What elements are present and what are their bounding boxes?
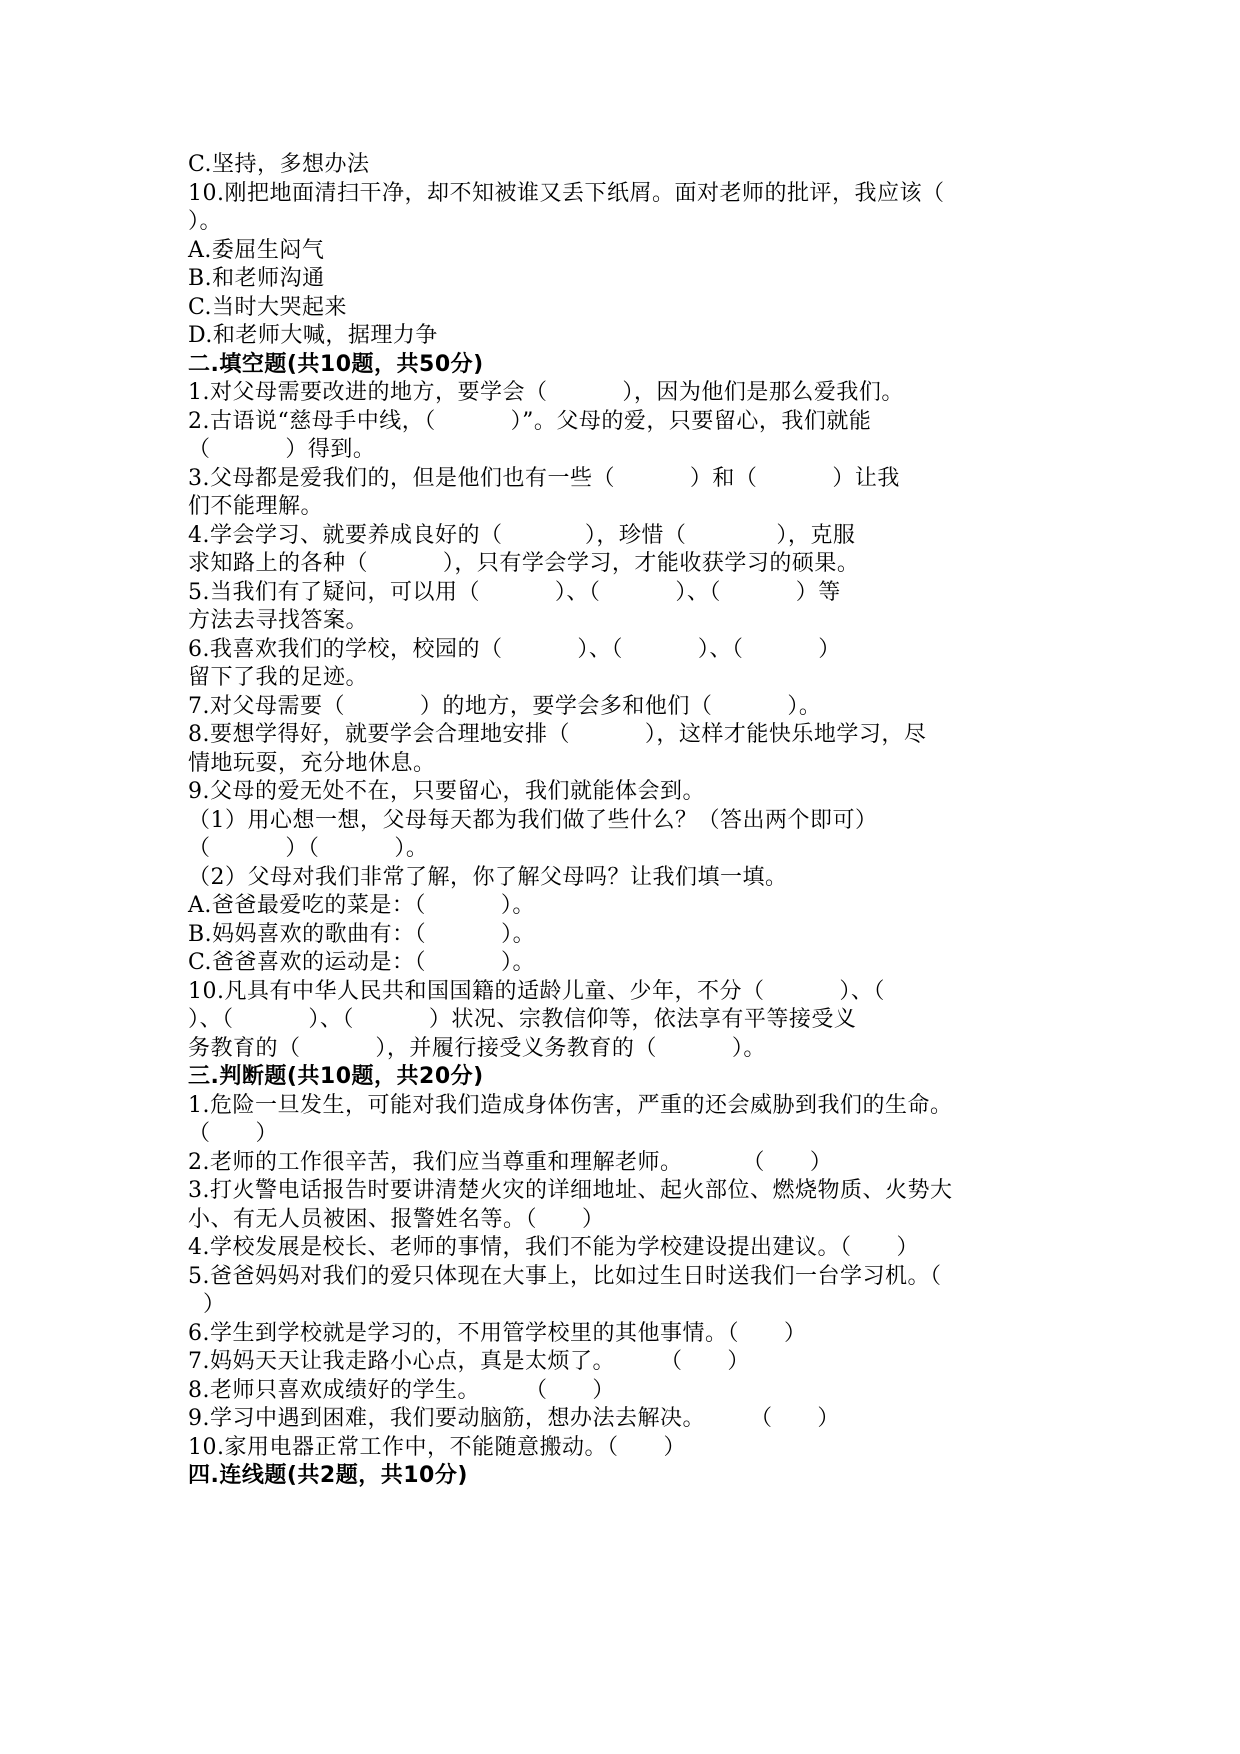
text-line: 3.父母都是爱我们的，但是他们也有一些（ ）和（ ）让我 [188,465,900,491]
text-line: 3.打火警电话报告时要讲清楚火灾的详细地址、起火部位、燃烧物质、火势大 [188,1178,953,1203]
text-line: 9.学习中遇到困难，我们要动脑筋，想办法去解决。 （ ） [188,1406,840,1431]
text-line: C.爸爸喜欢的运动是：（ ）。 [188,950,535,975]
text-line: B.妈妈喜欢的歌曲有：（ ）。 [188,921,536,947]
text-line: （ ）（ ）。 [188,836,429,861]
text-line: 1.对父母需要改进的地方，要学会（ ），因为他们是那么爱我们。 [188,380,904,405]
text-line: （ ） [188,1121,278,1146]
text-line: 小、有无人员被困、报警姓名等。（ ） [188,1206,605,1232]
text-line: （ ）得到。 [188,437,376,462]
text-line: 7.妈妈天天让我走路小心点，真是太烦了。 （ ） [188,1349,750,1374]
text-line: 方法去寻找答案。 [188,608,369,633]
text-line: 8.要想学得好，就要学会合理地安排（ ），这样才能快乐地学习，尽 [188,722,927,747]
text-line: 留下了我的足迹。 [188,665,369,690]
text-line: 务教育的（ ），并履行接受义务教育的（ ）。 [188,1035,766,1061]
text-line: ）、（ ）、（ ）状况、宗教信仰等，依法享有平等接受义 [188,1007,857,1032]
text-line: 2.老师的工作很辛苦，我们应当尊重和理解老师。 （ ） [188,1149,833,1175]
text-line: B.和老师沟通 [188,266,325,291]
text-line: （1）用心想一想，父母每天都为我们做了些什么？（答出两个即可） [188,807,878,833]
text-line: 4.学校发展是校长、老师的事情，我们不能为学校建设提出建议。（ ） [188,1235,919,1260]
text-line: D.和老师大喊，据理力争 [188,323,438,348]
section-heading: 四.连线题(共2题，共10分) [188,1463,468,1488]
text-line: 4.学会学习、就要养成良好的（ ），珍惜（ ），克服 [188,522,856,548]
text-line: C.坚持，多想办法 [188,152,370,177]
text-line: ）。 [188,209,223,234]
text-line: 5.当我们有了疑问，可以用（ ）、（ ）、（ ）等 [188,579,841,605]
text-line: 6.我喜欢我们的学校，校园的（ ）、（ ）、（ ） [188,636,841,662]
text-line: 10.家用电器正常工作中，不能随意搬动。（ ） [188,1434,686,1460]
text-line: 们不能理解。 [188,494,324,519]
text-line: C.当时大哭起来 [188,294,348,320]
text-line: 1.危险一旦发生，可能对我们造成身体伤害，严重的还会威胁到我们的生命。 [188,1092,953,1118]
section-heading: 三.判断题(共10题，共20分) [188,1064,484,1089]
text-line: 5.爸爸妈妈对我们的爱只体现在大事上，比如过生日时送我们一台学习机。（ [188,1263,942,1289]
text-line: ） [188,1292,226,1317]
text-line: 求知路上的各种（ ），只有学会学习，才能收获学习的硕果。 [188,551,860,576]
text-line: A.爸爸最爱吃的菜是：（ ）。 [188,893,535,918]
page-content [188,151,1068,1491]
text-line: A.委屈生闷气 [188,237,325,263]
text-line: 9.父母的爱无处不在，只要留心，我们就能体会到。 [188,779,705,804]
text-line: 10.凡具有中华人民共和国国籍的适龄儿童、少年，不分（ ）、（ [188,978,885,1004]
section-heading: 二.填空题(共10题，共50分) [188,351,484,377]
text-line: （2）父母对我们非常了解，你了解父母吗？让我们填一填。 [188,864,788,890]
text-line: 8.老师只喜欢成绩好的学生。 （ ） [188,1377,615,1403]
text-line: 情地玩耍，充分地休息。 [188,750,436,776]
text-line: 2.古语说“慈母手中线，（ ）”。父母的爱，只要留心，我们就能 [188,408,872,434]
text-line: 10.刚把地面清扫干净，却不知被谁又丢下纸屑。面对老师的批评，我应该（ [188,180,945,206]
text-line: 7.对父母需要（ ）的地方，要学会多和他们（ ）。 [188,693,822,719]
text-line: 6.学生到学校就是学习的，不用管学校里的其他事情。（ ） [188,1320,807,1346]
